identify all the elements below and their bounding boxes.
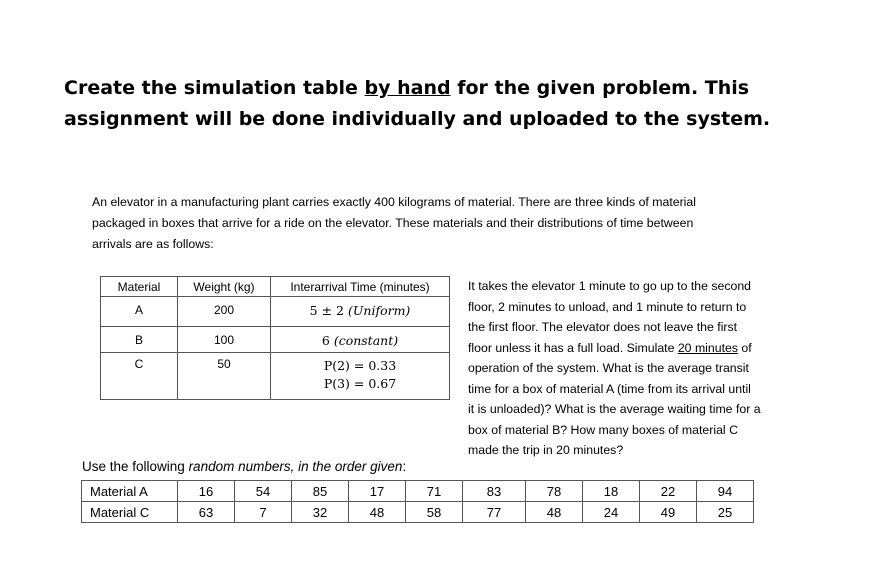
random-number: 71: [406, 481, 463, 502]
cell-material: B: [101, 327, 178, 353]
problem-line: the first floor. The elevator does not leave the first: [468, 320, 738, 334]
intro-line: arrivals are as follows:: [92, 237, 214, 251]
time-distribution: (constant): [333, 333, 399, 348]
problem-line: floor, 2 minutes to unload, and 1 minute to return to: [468, 299, 747, 314]
intro-paragraph: [92, 192, 782, 255]
random-number: 48: [526, 502, 583, 523]
probability-3: P(3) = 0.67: [323, 376, 397, 391]
problem-line: box of material B? How many boxes of material C: [468, 422, 738, 437]
time-number: 6: [321, 333, 330, 348]
problem-text: of: [738, 340, 752, 355]
random-number: 85: [292, 481, 349, 502]
header-weight: Weight (kg): [178, 277, 271, 297]
table-row: [101, 327, 450, 353]
random-numbers-table: [81, 480, 754, 523]
random-number: 78: [526, 481, 583, 502]
table-row: [82, 481, 754, 502]
random-number: 94: [697, 481, 754, 502]
materials-header-row: [101, 277, 450, 297]
header-material: Material: [101, 277, 178, 297]
cell-weight: 200: [178, 297, 271, 327]
random-numbers-caption: [82, 459, 406, 474]
time-expression: 5 ± 2: [309, 303, 344, 318]
random-number: 7: [235, 502, 292, 523]
random-number: 17: [349, 481, 406, 502]
random-number: 22: [640, 481, 697, 502]
problem-underlined: 20 minutes: [677, 340, 738, 355]
problem-line: It takes the elevator 1 minute to go up to the second: [468, 279, 752, 293]
cell-weight: 50: [178, 353, 271, 400]
intro-line: packaged in boxes that arrive for a ride on the elevator. These materials and their distributions of time between: [92, 216, 694, 230]
random-number: 54: [235, 481, 292, 502]
cell-material: A: [101, 297, 178, 327]
cell-weight: 100: [178, 327, 271, 353]
cell-interarrival: [271, 327, 450, 353]
row-label: Material C: [82, 502, 178, 523]
assignment-heading: [64, 73, 824, 135]
heading-emphasis: by hand: [364, 77, 451, 99]
table-row: [101, 353, 450, 400]
intro-line: An elevator in a manufacturing plant carries exactly 400 kilograms of material. There are three kinds of material: [92, 195, 696, 209]
header-interarrival: Interarrival Time (minutes): [271, 277, 450, 297]
table-row: [101, 297, 450, 327]
cell-interarrival: [271, 297, 450, 327]
random-number: 16: [178, 481, 235, 502]
random-number: 32: [292, 502, 349, 523]
random-number: 58: [406, 502, 463, 523]
caption-text: Use the following: [82, 459, 189, 474]
problem-text: floor unless it has a full load. Simulate: [468, 340, 678, 355]
heading-part1: Create the simulation table: [64, 77, 365, 99]
table-row: [82, 502, 754, 523]
problem-line: operation of the system. What is the average transit: [468, 361, 749, 375]
random-number: 63: [178, 502, 235, 523]
random-number: 25: [697, 502, 754, 523]
materials-table: [100, 276, 450, 400]
random-number: 48: [349, 502, 406, 523]
caption-text: :: [402, 459, 407, 474]
cell-material: C: [101, 353, 178, 400]
problem-line: made the trip in 20 minutes?: [468, 443, 624, 457]
random-number: 77: [463, 502, 526, 523]
random-number: 18: [583, 481, 640, 502]
random-number: 49: [640, 502, 697, 523]
random-number: 24: [583, 502, 640, 523]
problem-statement: [468, 276, 793, 461]
time-distribution: (Uniform): [347, 303, 411, 318]
problem-line: [468, 338, 793, 359]
heading-part2: for the given problem. This assignment will be done individually and uploaded to the system.: [64, 77, 771, 130]
row-label: Material A: [82, 481, 178, 502]
problem-line: time for a box of material A (time from its arrival until: [468, 381, 751, 396]
caption-emphasis: random numbers, in the order given: [188, 459, 403, 474]
cell-interarrival: [271, 353, 450, 400]
random-number: 83: [463, 481, 526, 502]
problem-line: it is unloaded)? What is the average waiting time for a: [468, 402, 761, 416]
probability-2: P(2) = 0.33: [323, 358, 397, 373]
